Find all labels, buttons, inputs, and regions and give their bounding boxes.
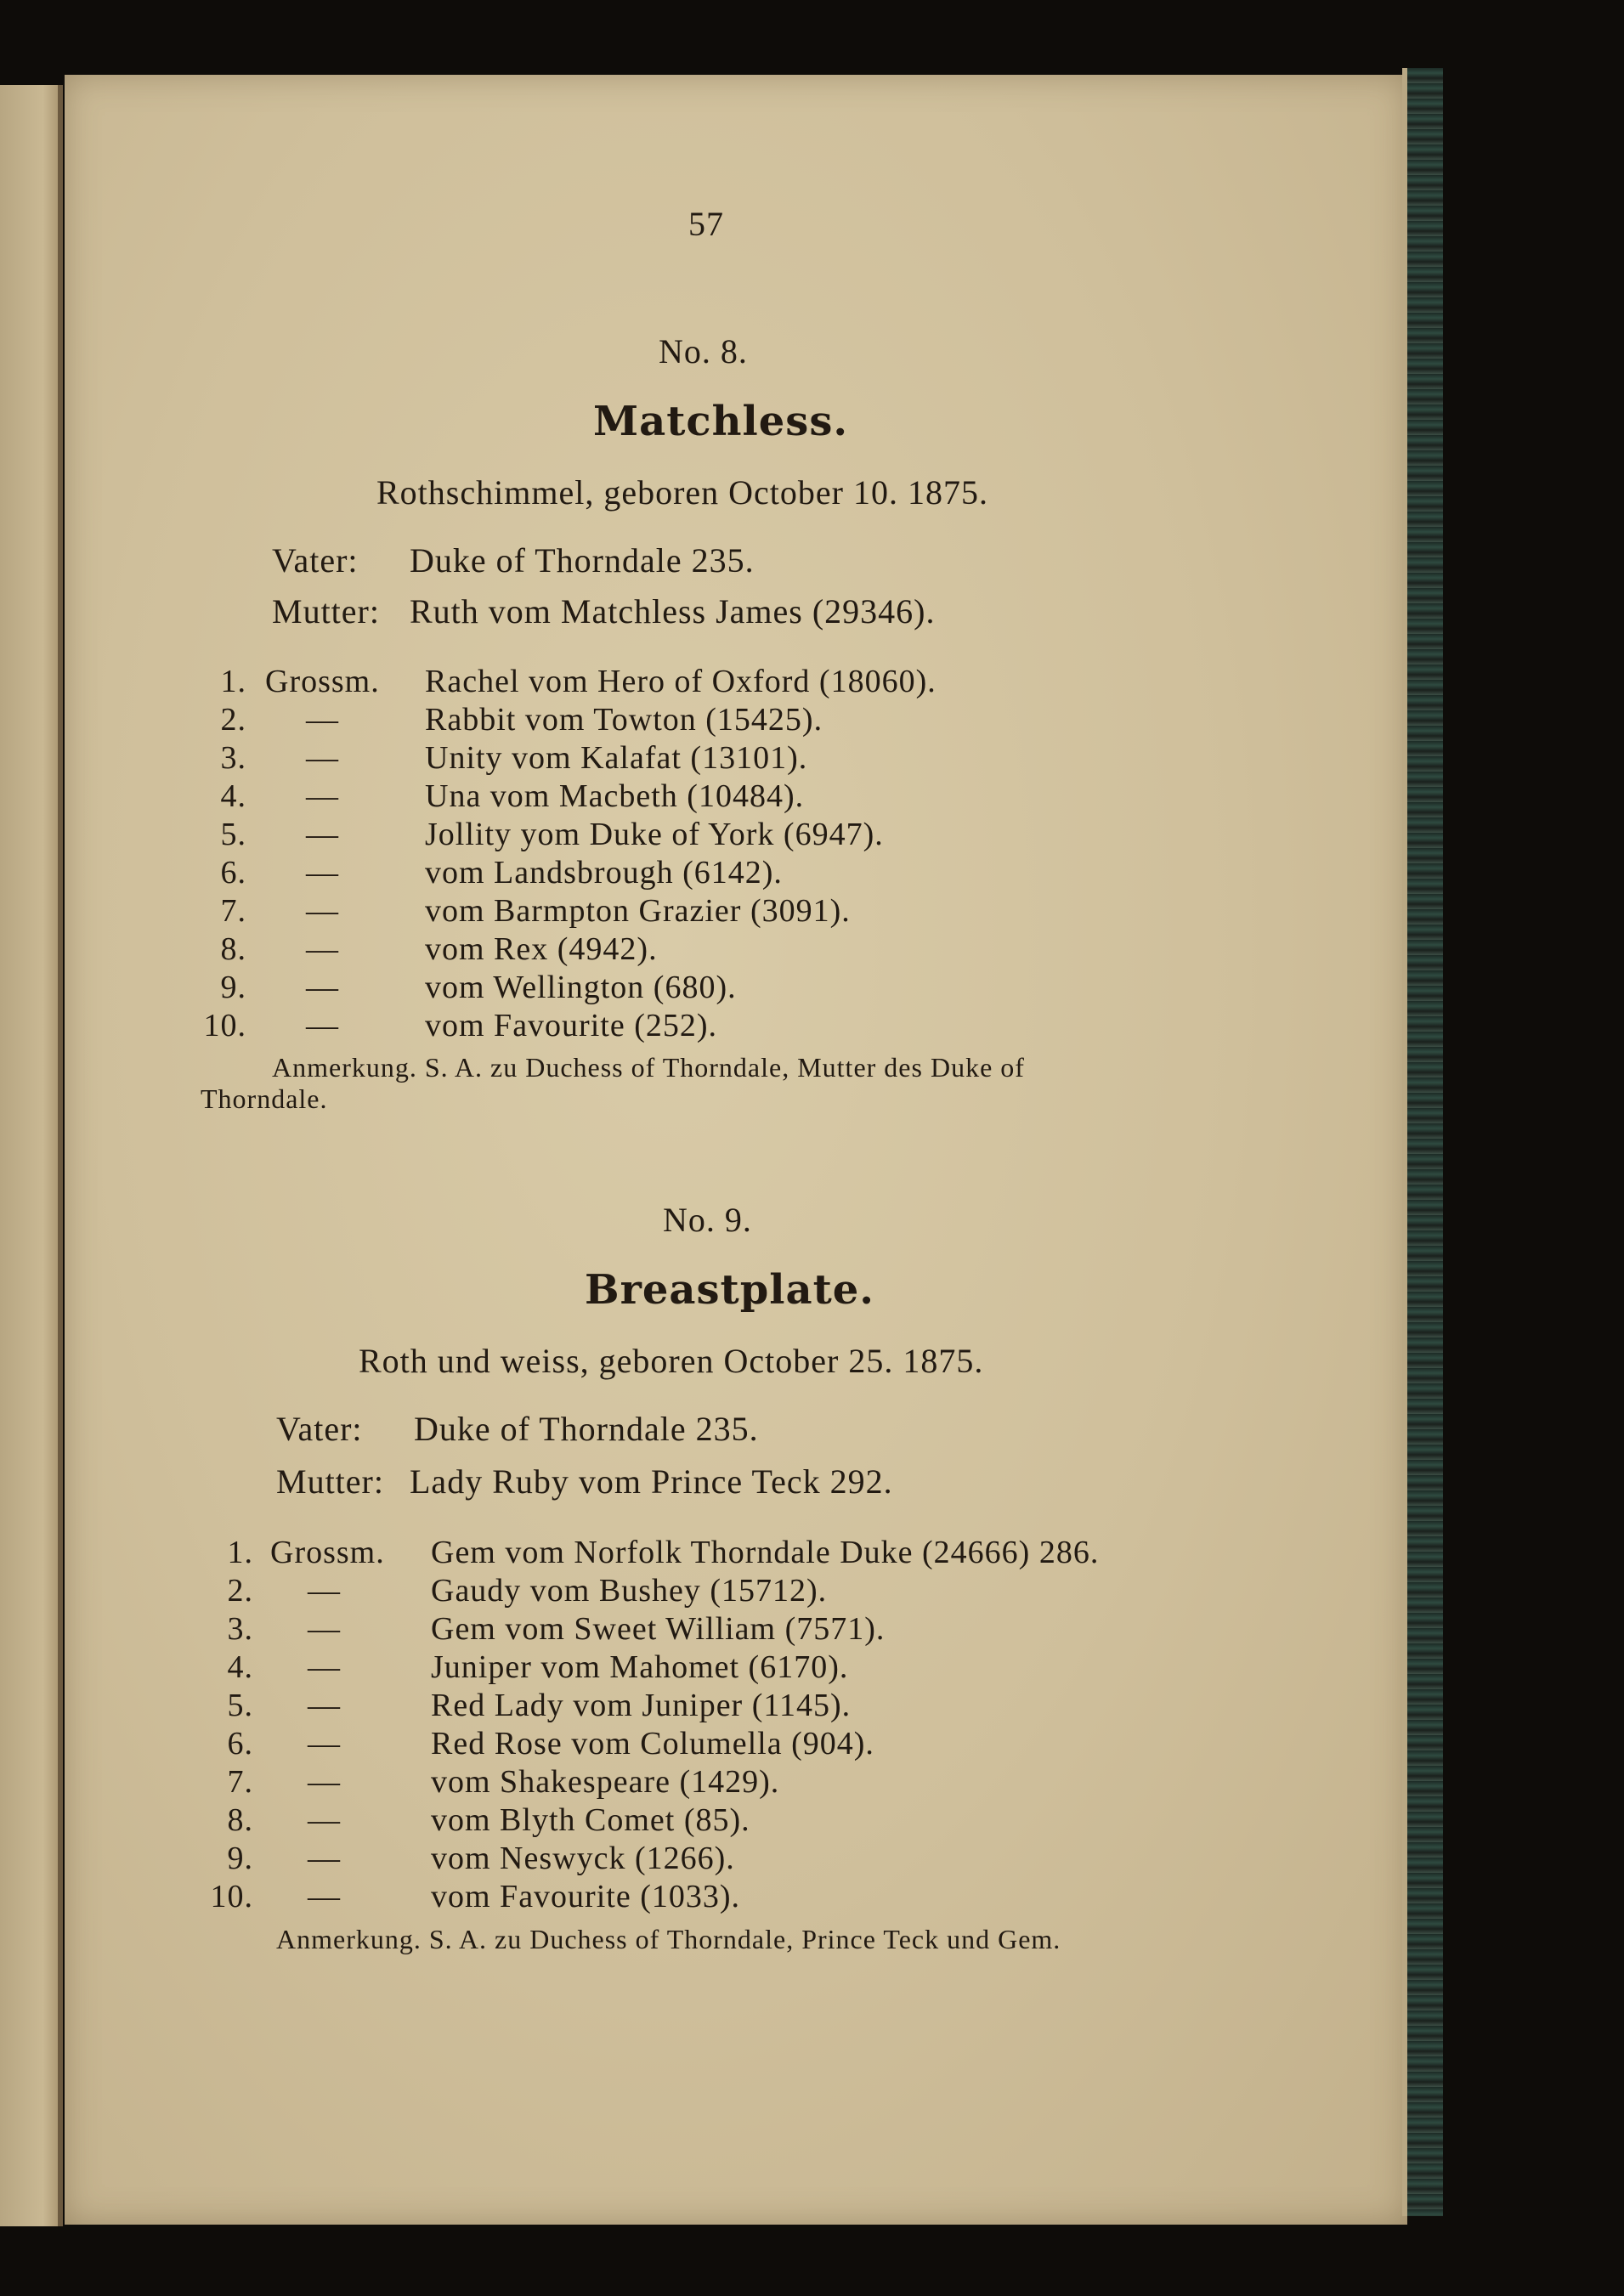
book-spine xyxy=(1407,68,1443,2216)
grandmother-number: 8. xyxy=(227,1802,253,1838)
mother-label: Mutter: xyxy=(276,1462,384,1501)
grandmother-value: vom Blyth Comet (85). xyxy=(431,1802,750,1838)
grandmother-number: 1. xyxy=(220,664,246,699)
grandmother-number: 2. xyxy=(220,702,246,738)
grandmother-label: Grossm. xyxy=(270,1535,385,1570)
grandmother-number: 3. xyxy=(220,740,246,776)
grandmother-label: — xyxy=(308,1649,341,1685)
grandmother-value: Jollity yom Duke of York (6947). xyxy=(425,817,884,852)
grandmother-label: — xyxy=(306,817,339,852)
grandmother-number: 9. xyxy=(220,970,246,1005)
left-page-edge xyxy=(0,85,61,2226)
grandmother-label: — xyxy=(306,1008,339,1043)
mother-value: Lady Ruby vom Prince Teck 292. xyxy=(410,1462,893,1501)
grandmother-value: vom Favourite (252). xyxy=(425,1008,718,1043)
grandmother-value: vom Barmpton Grazier (3091). xyxy=(425,893,851,929)
grandmother-value: Rachel vom Hero of Oxford (18060). xyxy=(425,664,936,699)
entry-description: Roth und weiss, geboren October 25. 1875. xyxy=(359,1342,984,1380)
grandmother-number: 10. xyxy=(203,1008,246,1043)
mother-label: Mutter: xyxy=(272,592,380,631)
grandmother-label: Grossm. xyxy=(265,664,380,699)
entry-title: Matchless. xyxy=(593,398,849,445)
grandmother-value: Rabbit vom Towton (15425). xyxy=(425,702,823,738)
page-gutter xyxy=(58,85,63,2226)
father-label: Vater: xyxy=(272,541,359,580)
grandmother-number: 2. xyxy=(227,1573,253,1609)
grandmother-label: — xyxy=(306,970,339,1005)
grandmother-number: 5. xyxy=(227,1688,253,1723)
grandmother-value: vom Rex (4942). xyxy=(425,931,658,967)
grandmother-number: 7. xyxy=(227,1764,253,1800)
grandmother-label: — xyxy=(308,1573,341,1609)
grandmother-number: 7. xyxy=(220,893,246,929)
grandmother-label: — xyxy=(308,1764,341,1800)
grandmother-label: — xyxy=(306,893,339,929)
grandmother-number: 5. xyxy=(220,817,246,852)
father-value: Duke of Thorndale 235. xyxy=(410,541,755,580)
grandmother-value: Juniper vom Mahomet (6170). xyxy=(431,1649,849,1685)
grandmother-value: vom Landsbrough (6142). xyxy=(425,855,783,891)
grandmother-number: 3. xyxy=(227,1611,253,1647)
grandmother-label: — xyxy=(308,1611,341,1647)
grandmother-number: 9. xyxy=(227,1841,253,1876)
grandmother-number: 4. xyxy=(227,1649,253,1685)
grandmother-label: — xyxy=(306,855,339,891)
grandmother-label: — xyxy=(308,1726,341,1762)
grandmother-label: — xyxy=(308,1688,341,1723)
grandmother-value: vom Favourite (1033). xyxy=(431,1879,741,1914)
grandmother-label: — xyxy=(306,740,339,776)
grandmother-number: 6. xyxy=(227,1726,253,1762)
grandmother-value: Una vom Macbeth (10484). xyxy=(425,778,805,814)
grandmother-value: Red Rose vom Columella (904). xyxy=(431,1726,874,1762)
grandmother-number: 10. xyxy=(210,1879,253,1914)
grandmother-number: 8. xyxy=(220,931,246,967)
father-label: Vater: xyxy=(276,1410,363,1448)
entry-note-continued: Thorndale. xyxy=(201,1083,328,1114)
grandmother-label: — xyxy=(308,1879,341,1914)
entry-description: Rothschimmel, geboren October 10. 1875. xyxy=(376,473,988,512)
entry-number: No. 8. xyxy=(659,332,748,370)
grandmother-value: vom Neswyck (1266). xyxy=(431,1841,735,1876)
grandmother-label: — xyxy=(306,778,339,814)
grandmother-label: — xyxy=(308,1802,341,1838)
grandmother-number: 1. xyxy=(227,1535,253,1570)
mother-value: Ruth vom Matchless James (29346). xyxy=(410,592,936,631)
entry-title: Breastplate. xyxy=(585,1266,875,1314)
father-value: Duke of Thorndale 235. xyxy=(414,1410,759,1448)
page-number: 57 xyxy=(688,205,724,243)
grandmother-label: — xyxy=(308,1841,341,1876)
grandmother-number: 6. xyxy=(220,855,246,891)
grandmother-label: — xyxy=(306,931,339,967)
entry-number: No. 9. xyxy=(663,1201,752,1239)
grandmother-value: Red Lady vom Juniper (1145). xyxy=(431,1688,852,1723)
entry-note: Anmerkung. S. A. zu Duchess of Thorndale, Prince Teck und Gem. xyxy=(276,1924,1061,1954)
grandmother-value: vom Shakespeare (1429). xyxy=(431,1764,780,1800)
entry-note: Anmerkung. S. A. zu Duchess of Thorndale, Mutter des Duke of xyxy=(272,1052,1025,1083)
grandmother-value: Unity vom Kalafat (13101). xyxy=(425,740,808,776)
grandmother-value: Gem vom Norfolk Thorndale Duke (24666) 286. xyxy=(431,1535,1100,1570)
grandmother-value: Gaudy vom Bushey (15712). xyxy=(431,1573,828,1609)
grandmother-value: vom Wellington (680). xyxy=(425,970,737,1005)
grandmother-value: Gem vom Sweet William (7571). xyxy=(431,1611,886,1647)
grandmother-number: 4. xyxy=(220,778,246,814)
grandmother-label: — xyxy=(306,702,339,738)
